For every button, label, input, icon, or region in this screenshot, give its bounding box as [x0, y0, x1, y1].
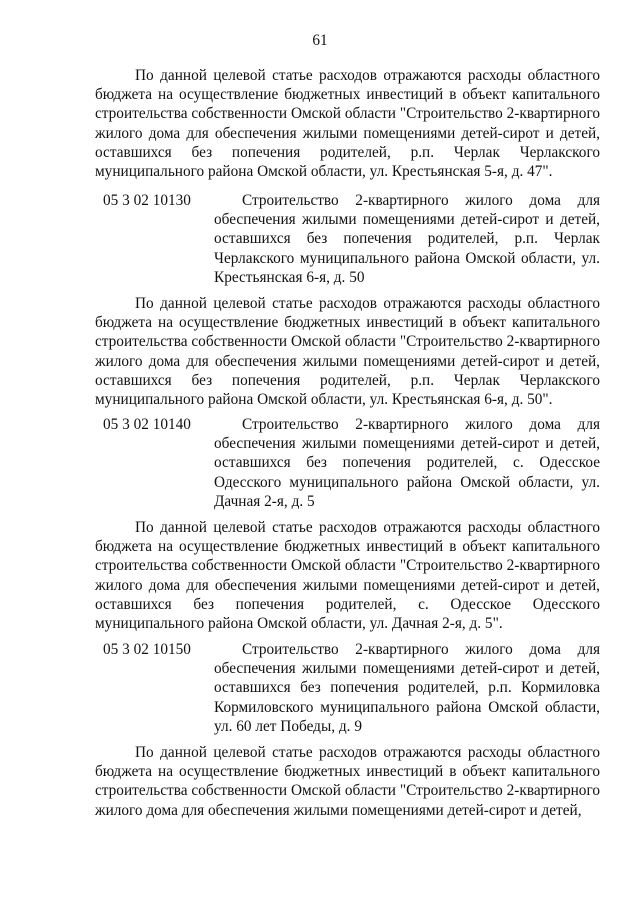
paragraph-2 — [95, 294, 600, 409]
page-number: 61 — [312, 32, 328, 49]
paragraph-3-text: По данной целевой статье расходов отражаются расходы областного бюджета на осуществление бюджетных инвестиций в объект капитального строительства собственности Омской области "Строительство 2-квартирного жилого дома для обеспечения жилыми помещениями детей-сирот и детей, оставшихся без попечения родителей, с. Одесское Одесского муниципального района Омской области, ул. Дачная 2-я, д. 5". — [95, 519, 600, 633]
code-10130: 05 3 02 10130 — [103, 192, 191, 209]
code-10140: 05 3 02 10140 — [103, 416, 191, 433]
code-10150-description — [214, 640, 600, 736]
paragraph-1-text: По данной целевой статье расходов отражаются расходы областного бюджета на осуществление бюджетных инвестиций в объект капитального строительства собственности Омской области "Строительство 2-квартирного жилого дома для обеспечения жилыми помещениями детей-сирот и детей, оставшихся без попечения родителей, р.п. Черлак Черлакского муниципального района Омской области, ул. Крестьянская 5-я, д. 47". — [95, 67, 600, 181]
paragraph-4-text: По данной целевой статье расходов отражаются расходы областного бюджета на осуществление бюджетных инвестиций в объект капитального строительства собственности Омской области "Строительство 2-квартирного жилого дома для обеспечения жилыми помещениями детей-сирот и детей, — [95, 744, 600, 819]
code-10140-text: Строительство 2-квартирного жилого дома для обеспечения жилыми помещениями детей-сирот и детей, оставшихся без попечения родителей, с. Одесское Одесского муниципального района Омской области, ул. Дачная 2-я, д. 5 — [214, 416, 600, 510]
code-10150-text: Строительство 2-квартирного жилого дома для обеспечения жилыми помещениями детей-сирот и детей, оставшихся без попечения родителей, р.п. Кормиловка Кормиловского муниципального района Омской области, ул. 60 лет Победы, д. 9 — [214, 641, 600, 735]
paragraph-2-text: По данной целевой статье расходов отражаются расходы областного бюджета на осуществление бюджетных инвестиций в объект капитального строительства собственности Омской области "Строительство 2-квартирного жилого дома для обеспечения жилыми помещениями детей-сирот и детей, оставшихся без попечения родителей, р.п. Черлак Черлакского муниципального района Омской области, ул. Крестьянская 6-я, д. 50". — [95, 295, 600, 409]
paragraph-1 — [95, 66, 600, 181]
code-10130-description — [214, 191, 600, 287]
paragraph-4 — [95, 743, 600, 820]
code-10150: 05 3 02 10150 — [103, 641, 191, 658]
code-10130-text: Строительство 2-квартирного жилого дома для обеспечения жилыми помещениями детей-сирот и детей, оставшихся без попечения родителей, р.п. Черлак Черлакского муниципального района Омской области, ул. Крестьянская 6-я, д. 50 — [214, 192, 600, 286]
code-10140-description — [214, 415, 600, 511]
paragraph-3 — [95, 518, 600, 633]
